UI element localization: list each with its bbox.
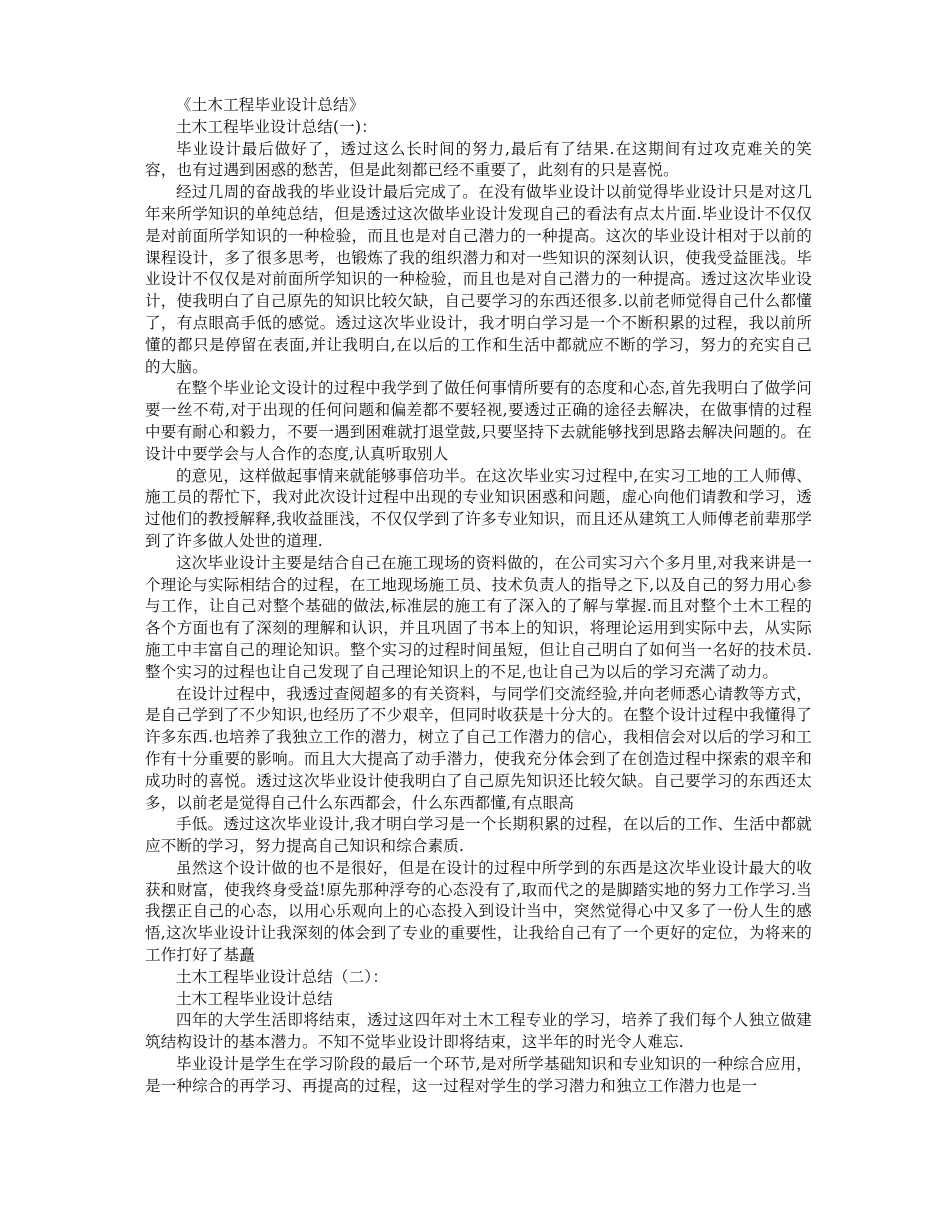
section-heading-2: 土木工程毕业设计总结（二）： bbox=[176, 967, 389, 986]
paragraph: 毕业设计是学生在学习阶段的最后一个环节,是对所学基础知识和专业知识的一种综合应用，是一种综合的再学习、再提高的过程，这一过程对学生的学习潜力和独立工作潜力也是一 bbox=[145, 1055, 812, 1095]
paragraph: 毕业设计最后做好了，透过这么长时间的努力,最后有了结果.在这期间有过攻克难关的笑容，也有过遇到困惑的愁苦，但是此刻都已经不重要了，此刻有的只是喜悦。 bbox=[145, 139, 812, 180]
paragraph: 虽然这个设计做的也不是很好，但是在设计的过程中所学到的东西是这次毕业设计最大的收获和财富，使我终身受益!原先那种浮夸的心态没有了,取而代之的是脚踏实地的努力工作学习.当我摆正自己的心态，以用心乐观向上的心态投入到设计当中，突然觉得心中又多了一份人生的感悟,这次毕业设计让我深刻的体会到了专业的重要性，让我给自己有了一个更好的定位，为将来的工作打好了基矗 bbox=[145, 858, 812, 965]
document-body bbox=[145, 95, 812, 1098]
document-title: 《土木工程毕业设计总结》 bbox=[176, 96, 365, 114]
paragraph: 在设计过程中，我透过查阅超多的有关资料，与同学们交流经验,并向老师悉心请教等方式，是自己学到了不少知识,也经历了不少艰辛，但同时收获是十分大的。在整个设计过程中我懂得了许多东西.也培养了我独立工作的潜力，树立了自己工作潜力的信心，我相信会对以后的学习和工作有十分重要的影响。而且大大提高了动手潜力，使我充分体会到了在创造过程中探索的艰辛和成功时的喜悦。透过这次毕业设计使我明白了自己原先知识还比较欠缺。自己要学习的东西还太多，以前老是觉得自己什么东西都会，什么东西都懂,有点眼高 bbox=[145, 684, 812, 812]
section-heading-1: 土木工程毕业设计总结(一)： bbox=[176, 117, 377, 136]
paragraph: 经过几周的奋战我的毕业设计最后完成了。在没有做毕业设计以前觉得毕业设计只是对这几年来所学知识的单纯总结，但是透过这次做毕业设计发现自己的看法有点太片面.毕业设计不仅仅是对前面所学知识的一种检验，而且也是对自己潜力的一种提高。这次的毕业设计相对于以前的课程设计，多了很多思考，也锻炼了我的组织潜力和对一些知识的深刻认识，使我受益匪浅。毕业设计不仅仅是对前面所学知识的一种检验，而且也是对自己潜力的一种提高。透过这次毕业设计，使我明白了自己原先的知识比较欠缺，自己要学习的东西还很多.以前老师觉得自己什么都懂了，有点眼高手低的感觉。透过这次毕业设计，我才明白学习是一个不断积累的过程，我以前所懂的都只是停留在表面,并让我明白,在以后的工作和生活中都就应不断的学习，努力的充实自己的大脑。 bbox=[145, 183, 812, 376]
paragraph: 手低。透过这次毕业设计,我才明白学习是一个长期积累的过程，在以后的工作、生活中都就应不断的学习，努力提高自己知识和综合素质. bbox=[145, 815, 812, 856]
paragraph: 在整个毕业论文设计的过程中我学到了做任何事情所要有的态度和心态,首先我明白了做学问要一丝不苟,对于出现的任何问题和偏差都不要轻视,要透过正确的途径去解决，在做事情的过程中要有耐心和毅力，不要一遇到困难就打退堂鼓,只要坚持下去就能够找到思路去解决问题的。在设计中要学会与人合作的态度,认真听取别人 bbox=[145, 379, 812, 463]
paragraph: 的意见，这样做起事情来就能够事倍功半。在这次毕业实习过程中,在实习工地的工人师傅、施工员的帮忙下，我对此次设计过程中出现的专业知识困惑和问题，虚心向他们请教和学习，透过他们的教授解释,我收益匪浅，不仅仅学到了许多专业知识，而且还从建筑工人师傅老前辈那学到了许多做人处世的道理. bbox=[145, 466, 812, 550]
section-subtitle: 土木工程毕业设计总结 bbox=[176, 989, 334, 1008]
paragraph: 这次毕业设计主要是结合自己在施工现场的资料做的，在公司实习六个多月里,对我来讲是一个理论与实际相结合的过程，在工地现场施工员、技术负责人的指导之下,以及自己的努力用心参与工作，让自己对整个基础的做法,标准层的施工有了深入的了解与掌握.而且对整个土木工程的各个方面也有了深刻的理解和认识，并且巩固了书本上的知识，将理论运用到实际中去，从实际施工中丰富自己的理论知识。整个实习的过程时间虽短，但让自己明白了如何当一名好的技术员.整个实习的过程也让自己发现了自己理论知识上的不足,也让自己为以后的学习充满了动力。 bbox=[145, 553, 812, 681]
paragraph: 四年的大学生活即将结束，透过这四年对土木工程专业的学习，培养了我们每个人独立做建筑结构设计的基本潜力。不知不觉毕业设计即将结束，这半年的时光令人难忘. bbox=[145, 1011, 812, 1052]
